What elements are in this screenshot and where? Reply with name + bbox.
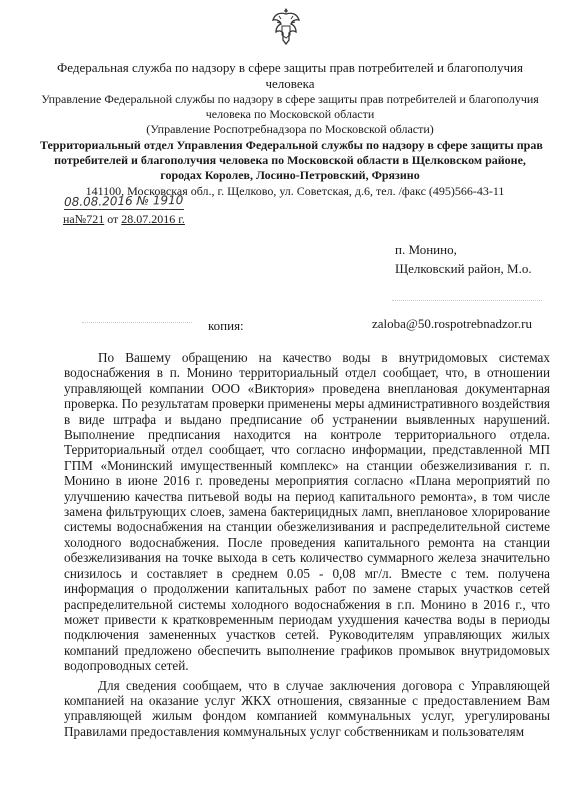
copy-email: zaloba@50.rospotrebnadzor.ru xyxy=(372,316,532,331)
body-paragraph-2: Для сведения сообщаем, что в случае заключения договора с Управляющей компанией на оказание услуг ЖКХ отношения, связанные с предоставлением Вам управляющей жилым фондом компанией коммунальных услуг, урегулированы Правилами предоставления коммунальных услуг собственникам и пользователям xyxy=(64,677,550,739)
agency-name xyxy=(40,60,540,92)
territorial-line-1: Территориальный отдел Управления Федеральной службы по надзору в сфере защиты прав xyxy=(40,138,543,152)
recipient-line-1: п. Монино, xyxy=(395,242,457,257)
territorial-line-2: потребителей и благополучия человека по Московской области в Щелковском районе, xyxy=(54,153,526,167)
recipient-line-2: Щелковский район, М.о. xyxy=(395,261,532,276)
territorial-line-3: городах Королев, Лосино-Петровский, Фрязино xyxy=(160,168,420,182)
sender-address: 141100, Московская обл., г. Щелково, ул. Советская, д.6, тел. /факс (495)566-43-11 xyxy=(85,184,505,198)
recipient-address xyxy=(395,240,532,278)
letter-body xyxy=(64,350,550,739)
handwritten-outgoing-number: 08.08.2016 № 1910 xyxy=(63,192,184,210)
reference-from-word: от xyxy=(107,212,119,226)
redacted-line xyxy=(82,322,192,323)
department-line-2: человека по Московской области xyxy=(205,107,375,121)
department-name xyxy=(40,92,540,137)
body-paragraph-1: По Вашему обращению на качество воды в внутридомовых системах водоснабжения в п. Монино территориальный отдел сообщает, что, в отношении управляющей компании ООО «Виктория» проведена внеплановая документарная проверка. По результатам проверки применены меры административного воздействия в виде штрафа и выдано предписание об устранении выявленных нарушений. Выполнение предписания находится на контроле территориального отдела. Территориальный отдел сообщает, что согласно информации, представленной МП ГПМ «Монинский имущественный комплекс» на станции обезжелизивания г. п. Монино в июне 2016 г. проведены мероприятия согласно «Плана мероприятий по улучшению качества питьевой воды на период капитального ремонта», в том числе замена фильтрующих слоев, замена бактерицидных ламп, внеплановое хлорирование системы водоснабжения на станции обезжелизивания и распределительной системе холодного водоснабжения. После проведения капитального ремонта на станции обезжелизивания на точке выхода в сеть количество суммарного железа значительно снизилось и составляет в среднем 0.05 - 0,08 мг/л. Вместе с тем. получена информация о продолжении капитальных работ по замене старых участков сетей распределительной системы холодного водоснабжения в г.п. Монино в 2016 г., что может привести к кратковременным периодам ухудшения качества воды в периоды подключения замененных участков сетей. Руководителям управляющих жилых компаний предложено обеспечить выполнение графиков промывок внутридомовых водопроводных сетей. xyxy=(64,350,550,674)
reference-prefix: на xyxy=(63,212,75,226)
reference-line xyxy=(63,212,185,227)
copy-label: копия: xyxy=(208,318,244,333)
agency-line-2: человека xyxy=(265,76,315,91)
outgoing-underline xyxy=(64,209,184,210)
department-line-3: (Управление Роспотребнадзора по Московской области) xyxy=(146,122,434,136)
territorial-department xyxy=(40,138,543,183)
redacted-line xyxy=(392,300,542,301)
reference-number: №721 xyxy=(74,212,105,226)
coat-of-arms-emblem xyxy=(271,4,301,48)
department-line-1: Управление Федеральной службы по надзору в сфере защиты прав потребителей и благополучия xyxy=(41,92,539,106)
reference-date: 28.07.2016 г. xyxy=(121,212,185,226)
agency-line-1: Федеральная служба по надзору в сфере защиты прав потребителей и благополучия xyxy=(57,60,523,75)
